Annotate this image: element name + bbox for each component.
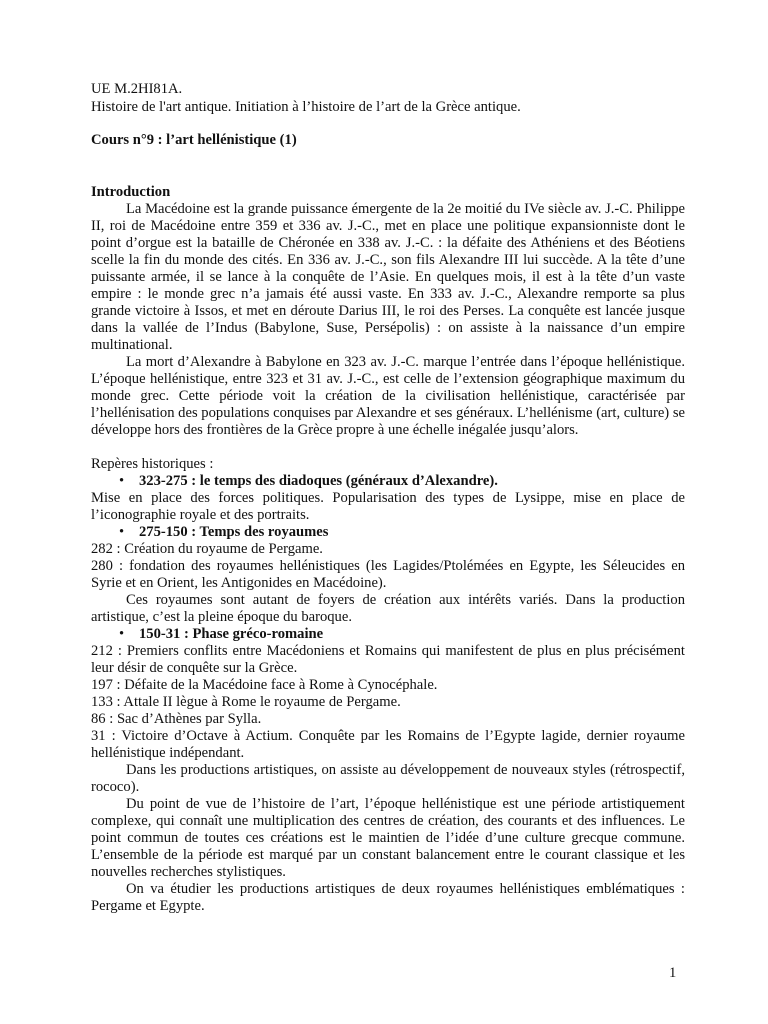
intro-paragraph-2: La mort d’Alexandre à Babylone en 323 av. J.-C. marque l’entrée dans l’époque hellénistique. L’époque hellénistique, entre 323 et 31 av. J.-C., est celle de l’extension géographique maximum du monde grec. Cette période voit la création de la civilisation hellénistique, caractérisée par l’hellénisation des populations conquises par Alexandre et ses généraux. L’hellénisme (art, culture) se développe hors des frontières de la Grèce propre à une échelle inégalée jusqu’alors. — [91, 354, 685, 438]
period-paragraph: Ces royaumes sont autant de foyers de création aux intérêts variés. Dans la production artistique, c’est la pleine époque du baroque. — [91, 592, 685, 625]
page-number: 1 — [669, 965, 677, 981]
timeline-entry: 282 : Création du royaume de Pergame. — [91, 541, 323, 557]
period-description: Mise en place des forces politiques. Popularisation des types de Lysippe, mise en place de l’iconographie royale et des portraits. — [91, 490, 685, 523]
timeline-entry: 86 : Sac d’Athènes par Sylla. — [91, 711, 262, 727]
reperes-label: Repères historiques : — [91, 456, 214, 472]
bullet-icon: • — [119, 473, 125, 489]
lesson-title: Cours n°9 : l’art hellénistique (1) — [91, 132, 297, 148]
timeline-entry: 133 : Attale II lègue à Rome le royaume de Pergame. — [91, 694, 401, 710]
introduction-heading: Introduction — [91, 184, 171, 200]
bullet-icon: • — [119, 524, 125, 540]
timeline-entry: 280 : fondation des royaumes hellénistiques (les Lagides/Ptolémées en Egypte, les Séleucides en Syrie et en Orient, les Antigonides en Macédoine). — [91, 558, 685, 591]
intro-paragraph-1: La Macédoine est la grande puissance émergente de la 2e moitié du IVe siècle av. J.-C. Philippe II, roi de Macédoine entre 359 et 336 av. J.-C., met en place une politique expansionniste dont le point d’orgue est la bataille de Chéronée en 338 av. J.-C. : la défaite des Athéniens et des Béotiens scelle la fin du monde des cités. En 336 av. J.-C., son fils Alexandre III lui succède. A la tête d’une puissante armée, il se lance à la conquête de l’Asie. En quelques mois, il est à la tête d’un vaste empire : le monde grec n’a jamais été aussi vaste. En 333 av. J.-C., Alexandre remporte sa plus grande victoire à Issos, et met en déroute Darius III, le roi des Perses. La conquête est lancée jusque dans la vallée de l’Indus (Babylone, Suse, Persépolis) : on assiste à la naissance d’un empire multinational. — [91, 201, 685, 353]
timeline-entry: 197 : Défaite de la Macédoine face à Rome à Cynocéphale. — [91, 677, 438, 693]
course-title: Histoire de l'art antique. Initiation à l’histoire de l’art de la Grèce antique. — [91, 99, 521, 115]
closing-paragraph-3: On va étudier les productions artistiques de deux royaumes hellénistiques emblématiques : Pergame et Egypte. — [91, 881, 685, 914]
period-title: 275-150 : Temps des royaumes — [139, 524, 329, 540]
timeline-entry: 212 : Premiers conflits entre Macédoniens et Romains qui manifestent de plus en plus précisément leur désir de conquête sur la Grèce. — [91, 643, 685, 676]
closing-paragraph-1: Dans les productions artistiques, on assiste au développement de nouveaux styles (rétrospectif, rococo). — [91, 762, 685, 795]
timeline-entry: 31 : Victoire d’Octave à Actium. Conquête par les Romains de l’Egypte lagide, dernier royaume hellénistique indépendant. — [91, 728, 685, 761]
period-title: 150-31 : Phase gréco-romaine — [139, 626, 324, 642]
closing-paragraph-2: Du point de vue de l’histoire de l’art, l’époque hellénistique est une période artistiquement complexe, qui connaît une multiplication des centres de création, des courants et des influences. Le point commun de toutes ces créations est le maintien de l’idée d’une culture grecque commune. L’ensemble de la période est marqué par un constant balancement entre le courant classique et les nouvelles recherches stylistiques. — [91, 796, 685, 880]
period-title: 323-275 : le temps des diadoques (généraux d’Alexandre). — [139, 473, 498, 489]
bullet-icon: • — [119, 626, 125, 642]
course-code: UE M.2HI81A. — [91, 81, 183, 97]
